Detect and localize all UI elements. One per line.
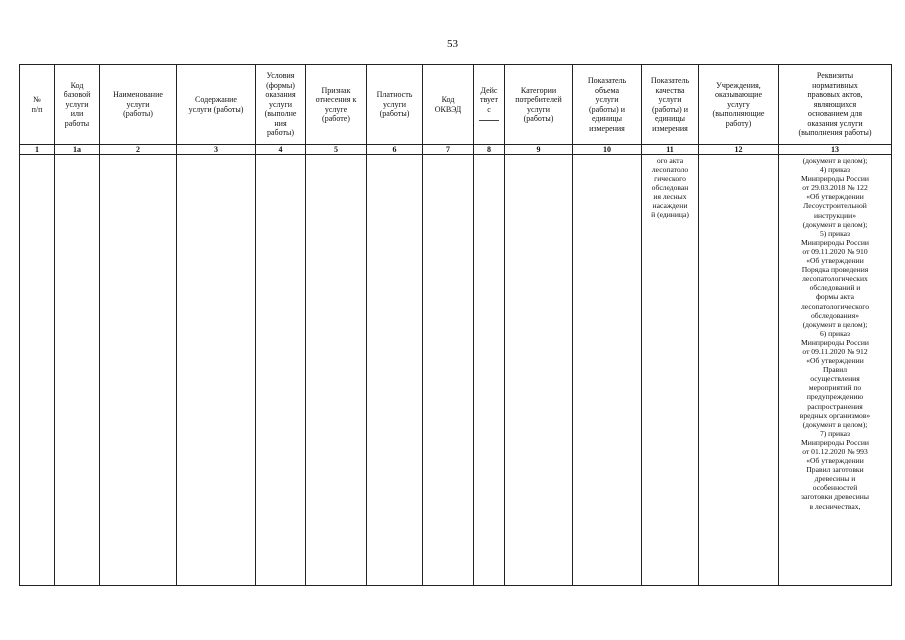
header-cell-valid-from — [474, 65, 505, 145]
quality-indicator-cell: ого акта лесопатоло гического обследован ия лесных насаждени й (единица) — [642, 155, 699, 586]
header-cell-okved: Код ОКВЭД — [423, 65, 474, 145]
header-cell-legal-acts: Реквизиты нормативных правовых актов, являющихся основанием для оказания услуги (выполнения работы) — [779, 65, 892, 145]
header-row — [20, 65, 892, 145]
table-cell — [699, 155, 779, 586]
valid-from-label: Дейс твует с — [480, 85, 498, 114]
table-cell — [573, 155, 642, 586]
header-cell-service-attribute: Признак отнесения к услуге (работе) — [306, 65, 367, 145]
header-cell-volume-indicator: Показатель объема услуги (работы) и единицы измерения — [573, 65, 642, 145]
table-cell — [423, 155, 474, 586]
column-number: 8 — [474, 145, 505, 155]
underline-rule — [479, 120, 499, 121]
column-number: 1 — [20, 145, 55, 155]
column-number: 2 — [100, 145, 177, 155]
table-cell — [474, 155, 505, 586]
column-number: 4 — [256, 145, 306, 155]
header-cell-base-code: Код базовой услуги или работы — [55, 65, 100, 145]
table-cell — [20, 155, 55, 586]
column-numbers-row — [20, 145, 892, 155]
services-registry-table — [19, 64, 892, 586]
table-row — [20, 155, 892, 586]
table-cell — [306, 155, 367, 586]
header-cell-number: № п/п — [20, 65, 55, 145]
table-cell — [55, 155, 100, 586]
column-number: 11 — [642, 145, 699, 155]
column-number: 9 — [505, 145, 573, 155]
column-number: 3 — [177, 145, 256, 155]
header-cell-service-name: Наименование услуги (работы) — [100, 65, 177, 145]
header-cell-service-content: Содержание услуги (работы) — [177, 65, 256, 145]
table-cell — [505, 155, 573, 586]
header-cell-quality-indicator: Показатель качества услуги (работы) и единицы измерения — [642, 65, 699, 145]
header-cell-service-conditions: Условия (формы) оказания услуги (выполне ния работы) — [256, 65, 306, 145]
column-number: 13 — [779, 145, 892, 155]
column-number: 1а — [55, 145, 100, 155]
header-cell-payment: Платность услуги (работы) — [367, 65, 423, 145]
column-number: 6 — [367, 145, 423, 155]
column-number: 10 — [573, 145, 642, 155]
column-number: 12 — [699, 145, 779, 155]
table-cell — [177, 155, 256, 586]
header-cell-institutions: Учреждения, оказывающие услугу (выполняющие работу) — [699, 65, 779, 145]
column-number: 7 — [423, 145, 474, 155]
legal-acts-cell: (документ в целом); 4) приказ Минприроды России от 29.03.2018 № 122 «Об утверждении Лесоустроительной инструкции» (документ в целом); 5) приказ Минприроды России от 09.11.2020 № 910 «Об утверждении Порядка проведения лесопатологических обследований и формы акта лесопатологического обследования» (документ в целом); 6) приказ Минприроды России от 09.11.2020 № 912 «Об утверждении Правил осуществления мероприятий по предупреждению распространения вредных организмов» (документ в целом); 7) приказ Минприроды России от 01.12.2020 № 993 «Об утверждении Правил заготовки древесины и особенностей заготовки древесины в лесничествах, — [779, 155, 892, 586]
table-cell — [367, 155, 423, 586]
table-cell — [100, 155, 177, 586]
page-number: 53 — [447, 38, 458, 50]
header-cell-consumer-categories: Категории потребителей услуги (работы) — [505, 65, 573, 145]
column-number: 5 — [306, 145, 367, 155]
table-cell — [256, 155, 306, 586]
